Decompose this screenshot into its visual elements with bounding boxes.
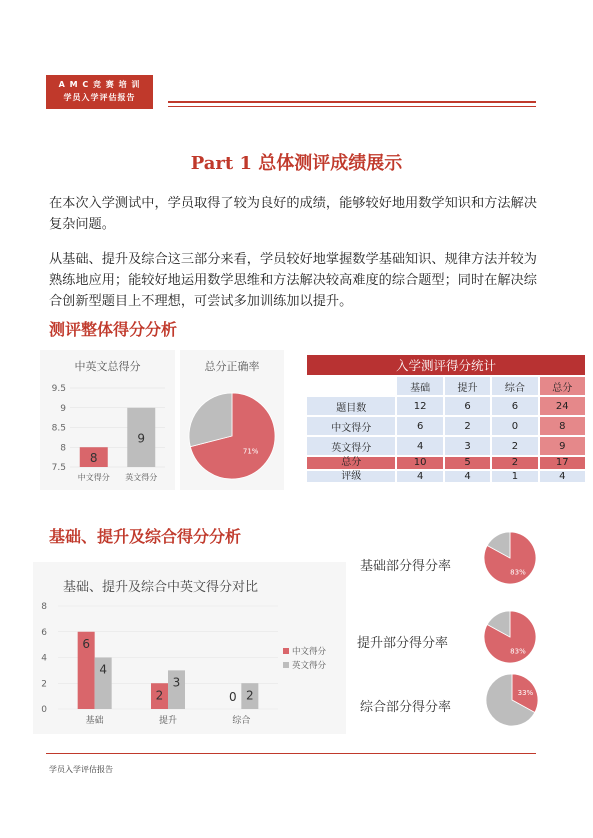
chart-parts-comparison-panel [33, 562, 346, 734]
table-cell: 1 [491, 470, 538, 483]
data-label: 2 [155, 688, 164, 703]
table-row [306, 396, 586, 416]
logo-line1: A M C 竞 赛 培 训 [58, 80, 141, 89]
table-cell: 4 [444, 470, 491, 483]
table-cell: 10 [396, 456, 443, 470]
paragraph-intro: 在本次入学测试中，学员取得了较为良好的成绩，能够较好地用数学知识和方法解决复杂问题。 [49, 196, 537, 232]
chart-accuracy-panel [180, 350, 284, 490]
comprehensive-score-pie-chart [482, 672, 542, 728]
header-logo-box [46, 75, 153, 109]
table-cell: 2 [491, 456, 538, 470]
y-tick-label: 8 [41, 602, 47, 612]
footer-text: 学员入学评估报告 [49, 765, 113, 774]
chart-title: 中英文总得分 [74, 360, 141, 373]
table-row [306, 416, 586, 436]
table-cell: 2 [444, 416, 491, 436]
table-cell: 5 [444, 456, 491, 470]
pie-data-label: 83% [510, 568, 526, 577]
logo-line2: 学员入学评估报告 [63, 93, 136, 102]
legend-label: 英文得分 [292, 661, 327, 671]
x-tick-label: 中文得分 [77, 473, 110, 482]
data-label: 6 [82, 636, 90, 651]
table-cell: 题目数 [306, 396, 396, 416]
part-title: Part 1 总体测评成绩展示 [190, 153, 403, 174]
pie-label-advanced: 提升部分得分率 [357, 636, 449, 651]
y-tick-label: 9.5 [51, 384, 66, 394]
chart-title: 基础、提升及综合中英文得分对比 [63, 580, 259, 595]
table-cell: 0 [491, 416, 538, 436]
table-cell: 评级 [306, 470, 396, 483]
y-tick-label: 2 [41, 679, 47, 690]
table-header-row [306, 376, 586, 396]
x-tick-label: 英文得分 [125, 473, 158, 482]
y-tick-label: 8.5 [51, 423, 66, 434]
parts-comparison-bar-chart [33, 562, 346, 734]
table-caption-row [306, 354, 586, 376]
data-label: 3 [172, 675, 181, 690]
pie-label-basic: 基础部分得分率 [360, 559, 452, 574]
table-cell: 8 [539, 416, 586, 436]
score-statistics-table [305, 353, 587, 484]
pie-data-label: 83% [510, 647, 526, 656]
pie-data-label: 33% [517, 689, 534, 698]
basic-score-pie-chart [478, 530, 542, 586]
legend-label: 中文得分 [292, 647, 327, 657]
table-cell: 4 [539, 470, 586, 483]
table-caption: 入学测评得分统计 [306, 354, 586, 376]
section-title-overall: 测评整体得分分析 [49, 320, 178, 339]
table-row [306, 470, 586, 483]
pie-data-label: 71% [242, 447, 259, 456]
legend-swatch [283, 662, 289, 668]
advanced-score-pie-chart [478, 608, 542, 666]
data-label: 2 [246, 688, 254, 703]
table-cell: 17 [539, 456, 586, 470]
table-cell: 英文得分 [306, 436, 396, 456]
table-header-cell: 总分 [539, 376, 586, 396]
data-label: 0 [229, 690, 237, 704]
table-cell: 总分 [306, 456, 396, 470]
total-score-bar-chart [40, 350, 175, 490]
table-cell: 2 [491, 436, 538, 456]
table-header-cell: 提升 [444, 376, 491, 396]
table-header-cell: 基础 [396, 376, 443, 396]
legend-swatch [283, 648, 289, 654]
table-cell: 4 [396, 436, 443, 456]
y-tick-label: 4 [41, 653, 47, 664]
header-rule [168, 101, 536, 103]
header-rule-thin [168, 106, 536, 107]
section-title-parts: 基础、提升及综合得分分析 [49, 527, 242, 546]
y-tick-label: 0 [41, 705, 47, 715]
data-label: 4 [99, 662, 107, 677]
y-tick-label: 7.5 [51, 463, 66, 473]
footer-rule [46, 753, 536, 754]
data-label: 9 [137, 431, 146, 446]
table-row [306, 436, 586, 456]
accuracy-pie-chart [180, 350, 284, 490]
data-label: 8 [89, 451, 98, 466]
x-tick-label: 基础 [85, 716, 104, 726]
pie-label-comprehensive: 综合部分得分率 [360, 700, 452, 715]
table-header-cell [306, 376, 396, 396]
table-cell: 4 [396, 470, 443, 483]
y-tick-label: 6 [41, 627, 47, 638]
table-cell: 6 [396, 416, 443, 436]
table-header-cell: 综合 [491, 376, 538, 396]
table-cell: 3 [444, 436, 491, 456]
table-cell: 24 [539, 396, 586, 416]
y-tick-label: 8 [60, 443, 66, 454]
table-cell: 中文得分 [306, 416, 396, 436]
table-cell: 9 [539, 436, 586, 456]
x-tick-label: 综合 [232, 716, 251, 726]
y-tick-label: 9 [60, 403, 66, 414]
table-cell: 6 [491, 396, 538, 416]
x-tick-label: 提升 [158, 716, 178, 726]
table-cell: 12 [396, 396, 443, 416]
paragraph-analysis: 从基础、提升及综合这三部分来看，学员较好地掌握数学基础知识、规律方法并较为熟练地应用；能较好地运用数学思维和方法解决较高难度的综合题型；同时在解决综合创新型题目上不理想，可尝试多加训练加以提升。 [49, 252, 537, 309]
chart-title: 总分正确率 [204, 360, 260, 373]
table-cell: 6 [444, 396, 491, 416]
table-row [306, 456, 586, 470]
chart-total-score-panel [40, 350, 175, 490]
